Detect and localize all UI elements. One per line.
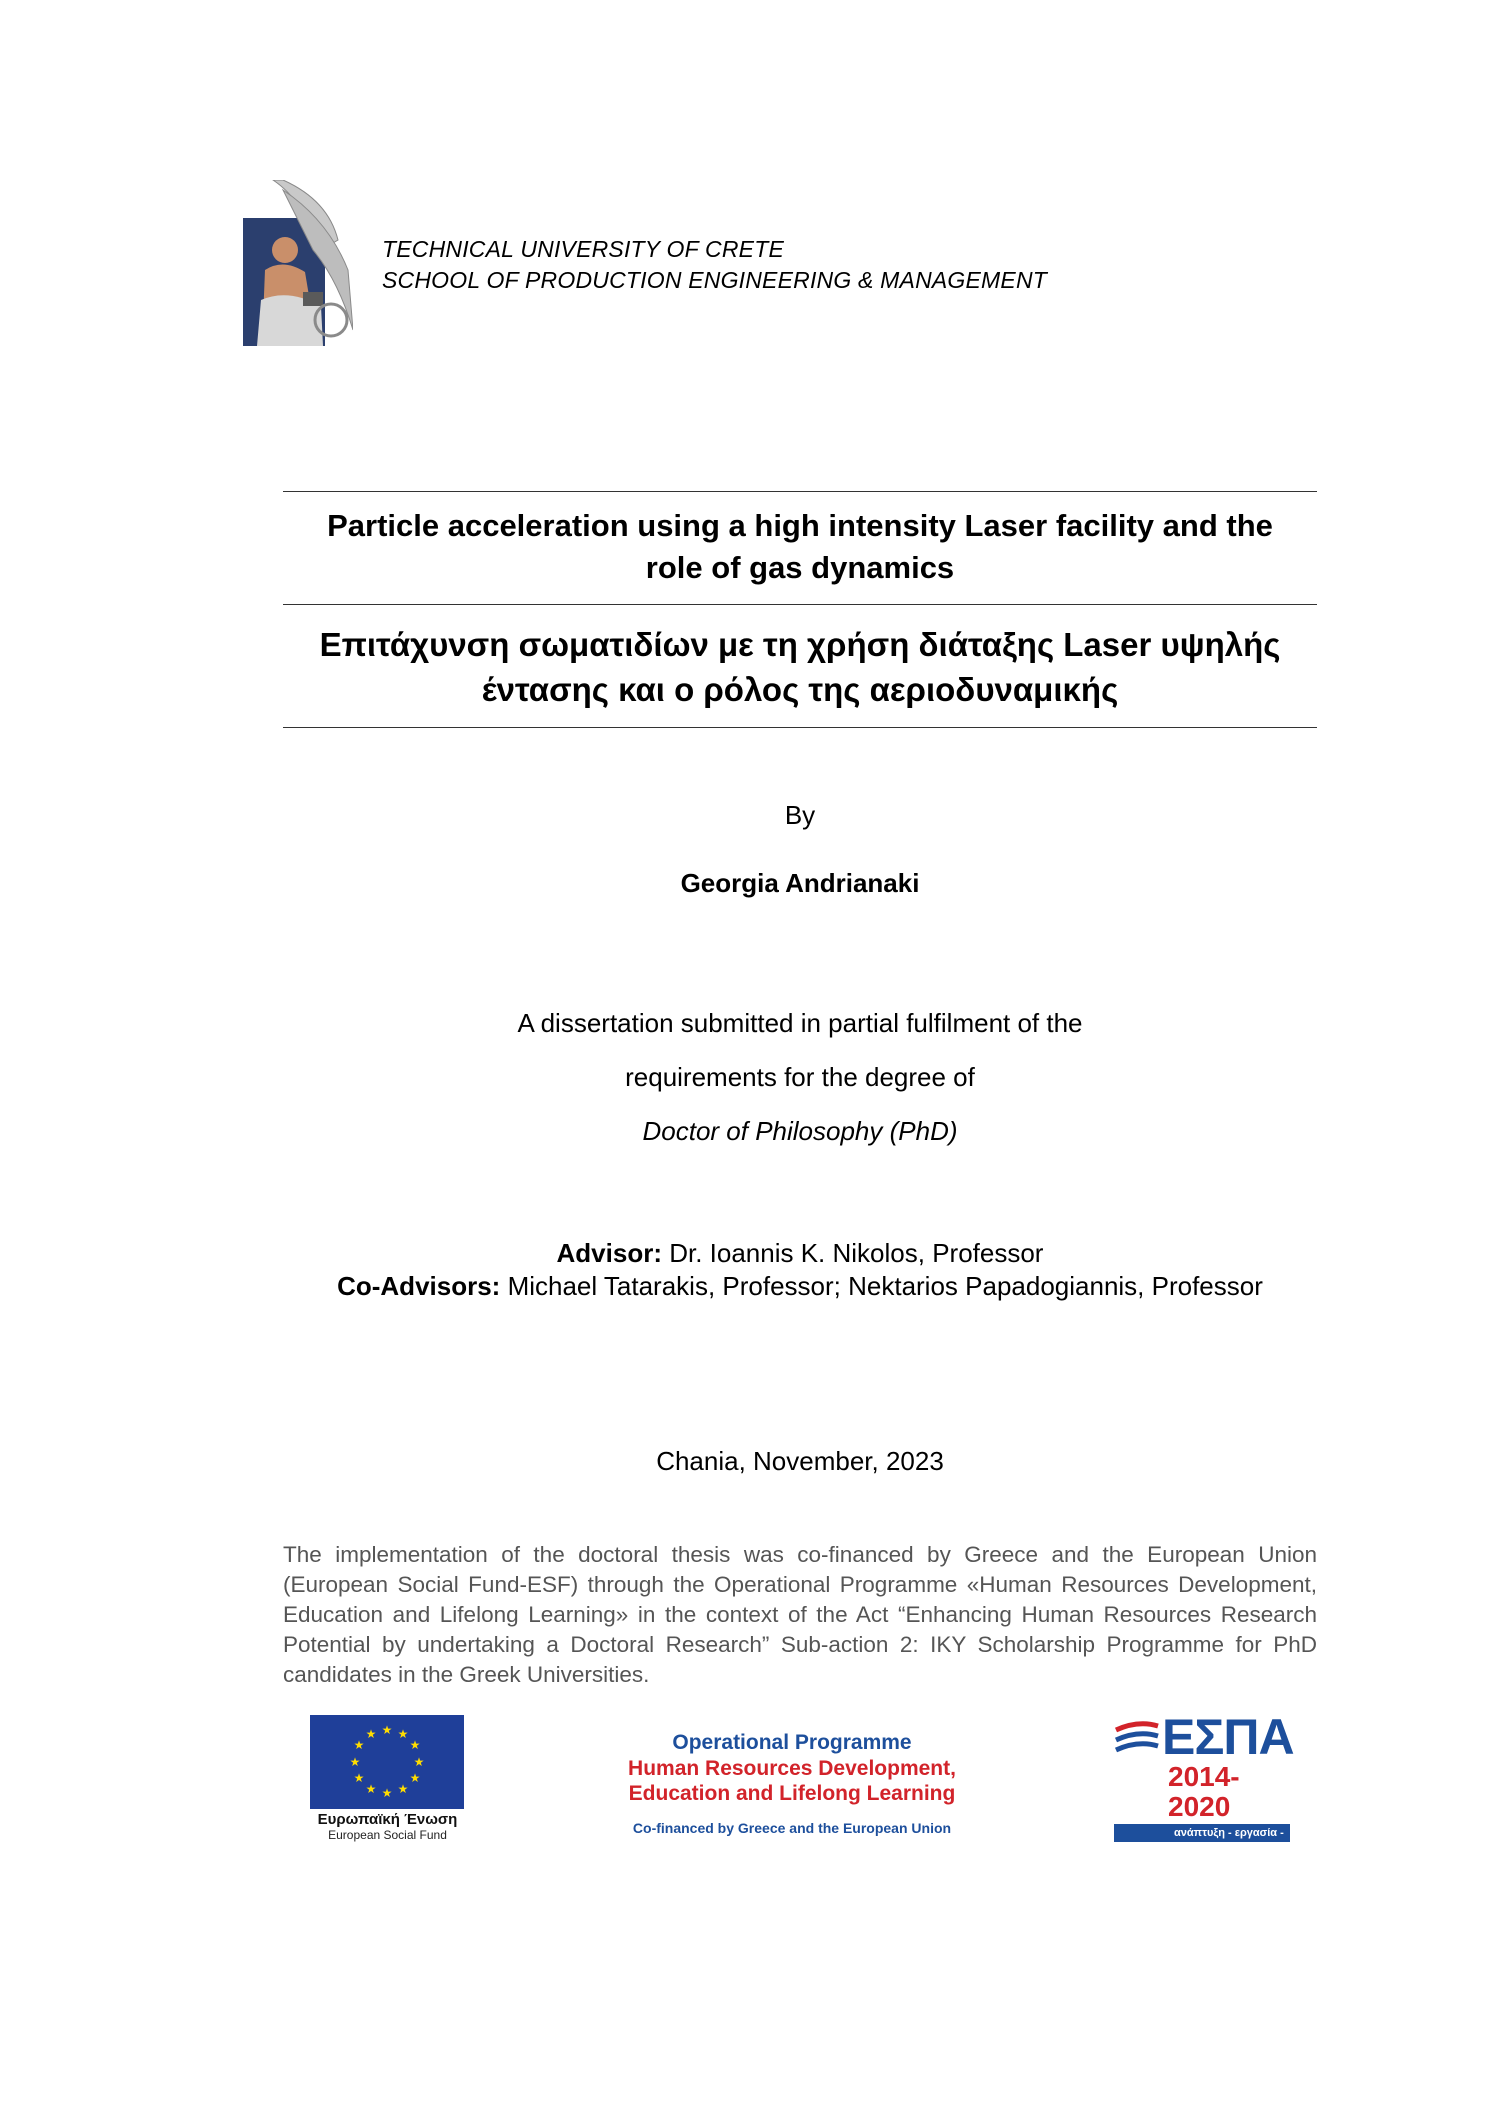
advisor-value: Dr. Ioannis K. Nikolos, Professor	[661, 1238, 1044, 1268]
title-bottom-rule	[283, 727, 1317, 728]
svg-text:★: ★	[353, 1738, 365, 1752]
svg-text:★: ★	[365, 1782, 377, 1796]
title-middle-rule	[283, 604, 1317, 605]
greek-title-line-2: έντασης και ο ρόλος της αεριοδυναμικής	[481, 671, 1119, 708]
operational-programme-logo	[602, 1730, 982, 1836]
university-header	[382, 234, 1047, 296]
author-name: Georgia Andrianaki	[680, 868, 920, 898]
svg-text:★: ★	[413, 1755, 425, 1769]
svg-text:★: ★	[349, 1755, 361, 1769]
english-title-line-2: role of gas dynamics	[645, 550, 955, 585]
degree-name: Doctor of Philosophy (PhD)	[642, 1116, 958, 1146]
espa-years: 2014-2020	[1168, 1761, 1240, 1822]
coadvisors-label: Co-Advisors:	[337, 1271, 501, 1301]
svg-text:★: ★	[397, 1782, 409, 1796]
english-title-line-1: Particle acceleration using a high intensity Laser facility and the	[327, 508, 1273, 543]
svg-text:★: ★	[381, 1723, 393, 1737]
op-line-2: Human Resources Development,	[628, 1757, 956, 1780]
coadvisors-value: Michael Tatarakis, Professor; Nektarios Papadogiannis, Professor	[500, 1271, 1263, 1301]
university-name: TECHNICAL UNIVERSITY OF CRETE	[382, 236, 784, 262]
eu-flag-icon	[310, 1715, 464, 1809]
advisor-line	[283, 1238, 1317, 1269]
op-title: Operational Programme	[672, 1731, 912, 1754]
eu-caption-greek: Ευρωπαϊκή Ένωση	[317, 1811, 458, 1828]
eu-logo	[310, 1715, 465, 1842]
dissertation-line-2: requirements for the degree of	[625, 1062, 975, 1092]
greek-title-line-1: Επιτάχυνση σωματιδίων με τη χρήση διάταξης Laser υψηλής	[319, 626, 1281, 663]
svg-text:★: ★	[409, 1738, 421, 1752]
coadvisors-line	[283, 1271, 1317, 1302]
english-title	[283, 505, 1317, 589]
op-line-3: Education and Lifelong Learning	[628, 1782, 956, 1805]
place-date: Chania, November, 2023	[656, 1446, 944, 1476]
svg-text:★: ★	[381, 1786, 393, 1800]
university-seal-icon	[243, 180, 353, 346]
svg-text:★: ★	[397, 1727, 409, 1741]
dissertation-line-1: A dissertation submitted in partial fulfilment of the	[517, 1008, 1083, 1038]
by-label: By	[784, 800, 816, 830]
espa-logo	[1114, 1709, 1294, 1857]
svg-text:★: ★	[365, 1727, 377, 1741]
school-name: SCHOOL OF PRODUCTION ENGINEERING & MANAGEMENT	[382, 267, 1048, 293]
funding-statement: The implementation of the doctoral thesis was co-financed by Greece and the European Union (European Social Fund-ESF) through the Operational Programme «Human Resources Development, Education and Lifelong Learning» in the context of the Act “Enhancing Human Resources Research Potential by undertaking a Doctoral Research” Sub-action 2: IKY Scholarship Programme for PhD candidates in the Greek Universities.	[283, 1542, 1317, 1687]
eu-caption-english: European Social Fund	[328, 1828, 447, 1842]
espa-tagline: ανάπτυξη - εργασία - αλληλεγγύη	[1114, 1824, 1290, 1842]
title-top-rule	[283, 491, 1317, 492]
advisor-label: Advisor:	[556, 1238, 662, 1268]
svg-text:★: ★	[409, 1771, 421, 1785]
svg-text:★: ★	[353, 1771, 365, 1785]
espa-swoosh-icon	[1114, 1720, 1160, 1760]
op-cofinanced: Co-financed by Greece and the European Union	[632, 1820, 952, 1836]
greek-title	[283, 622, 1317, 712]
espa-wordmark: ΕΣΠΑ	[1162, 1709, 1294, 1765]
